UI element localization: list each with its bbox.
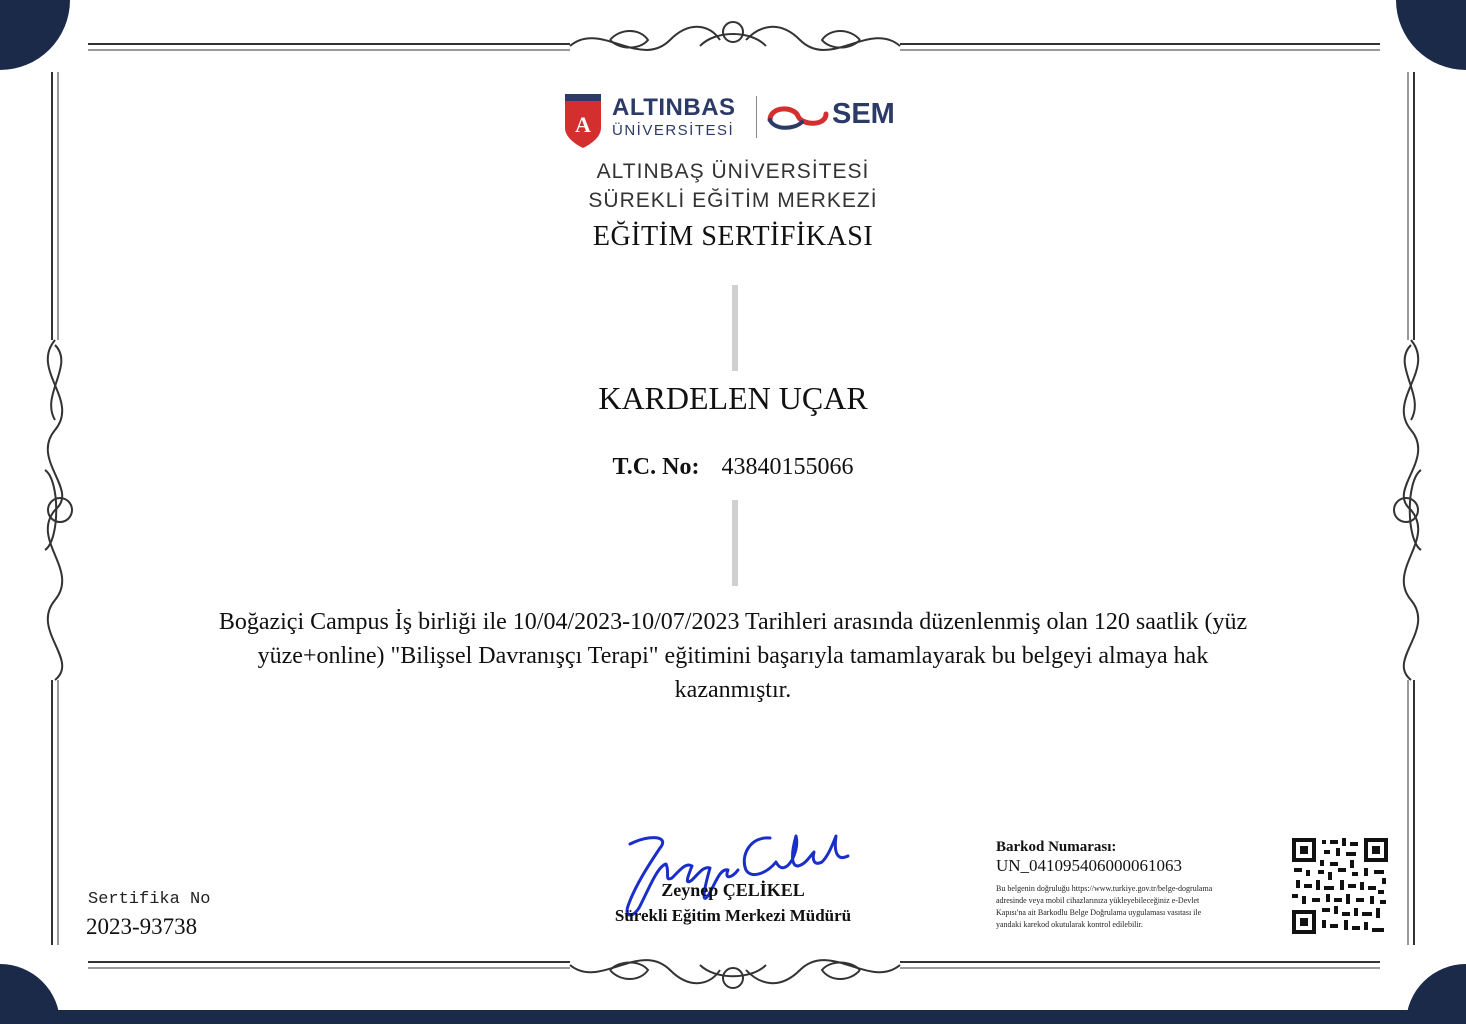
logo-separator xyxy=(756,96,757,138)
body-line-2: yüze+online) "Bilişsel Davranışçı Terapi" eğitimini başarıyla tamamlayarak bu belgeyi almaya hak xyxy=(257,643,1209,669)
tc-label: T.C. No: xyxy=(612,454,700,480)
certificate-label: Sertifika No xyxy=(88,890,211,909)
corner-top-left xyxy=(0,0,70,70)
signer-name: Zeynep ÇELİKEL xyxy=(661,880,805,900)
university-logo-line1: ALTINBAS xyxy=(612,94,736,121)
tc-value: 43840155066 xyxy=(721,454,854,480)
certificate-title: EĞİTİM SERTİFİKASI xyxy=(592,221,874,252)
university-shield-logo xyxy=(562,92,604,150)
certificate-number: 2023-93738 xyxy=(86,914,198,939)
barcode-note xyxy=(996,883,1212,931)
header-line2: SÜREKLİ EĞİTİM MERKEZİ xyxy=(588,189,878,212)
body-text xyxy=(0,605,1466,707)
sem-logo-text: SEM xyxy=(832,98,895,130)
barcode-label: Barkod Numarası: xyxy=(996,839,1117,855)
qr-code xyxy=(1290,836,1390,936)
barcode-note-line-2: adresinde veya mobil cihazlarınıza yükleyebileceğiniz e-Devlet xyxy=(996,896,1200,905)
top-ornament xyxy=(570,22,900,50)
svg-text:A: A xyxy=(575,112,591,137)
university-logo-line2: ÜNİVERSİTESİ xyxy=(612,122,735,139)
barcode-number: UN_041095406000061063 xyxy=(996,856,1183,875)
barcode-note-line-4: yandaki karekod okutularak kontrol edilebilir. xyxy=(996,920,1143,929)
barcode-note-line-1: Bu belgenin doğruluğu https://www.turkiye.gov.tr/belge-dogrulama xyxy=(996,884,1213,893)
header-line1: ALTINBAŞ ÜNİVERSİTESİ xyxy=(596,160,870,183)
body-line-3: kazanmıştır. xyxy=(674,677,792,703)
recipient-name: KARDELEN UÇAR xyxy=(598,380,868,416)
body-line-1: Boğaziçi Campus İş birliği ile 10/04/2023-10/07/2023 Tarihleri arasında düzenlenmiş olan 120 saatlik (yüz xyxy=(218,609,1248,635)
tc-number-row xyxy=(0,454,1466,481)
signer-role: Sürekli Eğitim Merkezi Müdürü xyxy=(614,906,852,925)
corner-top-right xyxy=(1396,0,1466,70)
barcode-note-line-3: Kapısı'na ait Barkodlu Belge Doğrulama uygulaması vasıtası ile xyxy=(996,908,1202,917)
bottom-band xyxy=(0,1010,1466,1024)
divider-top xyxy=(732,285,738,371)
bottom-ornament xyxy=(570,960,900,988)
divider-bottom xyxy=(732,500,738,586)
sem-swirl-logo xyxy=(764,102,834,134)
